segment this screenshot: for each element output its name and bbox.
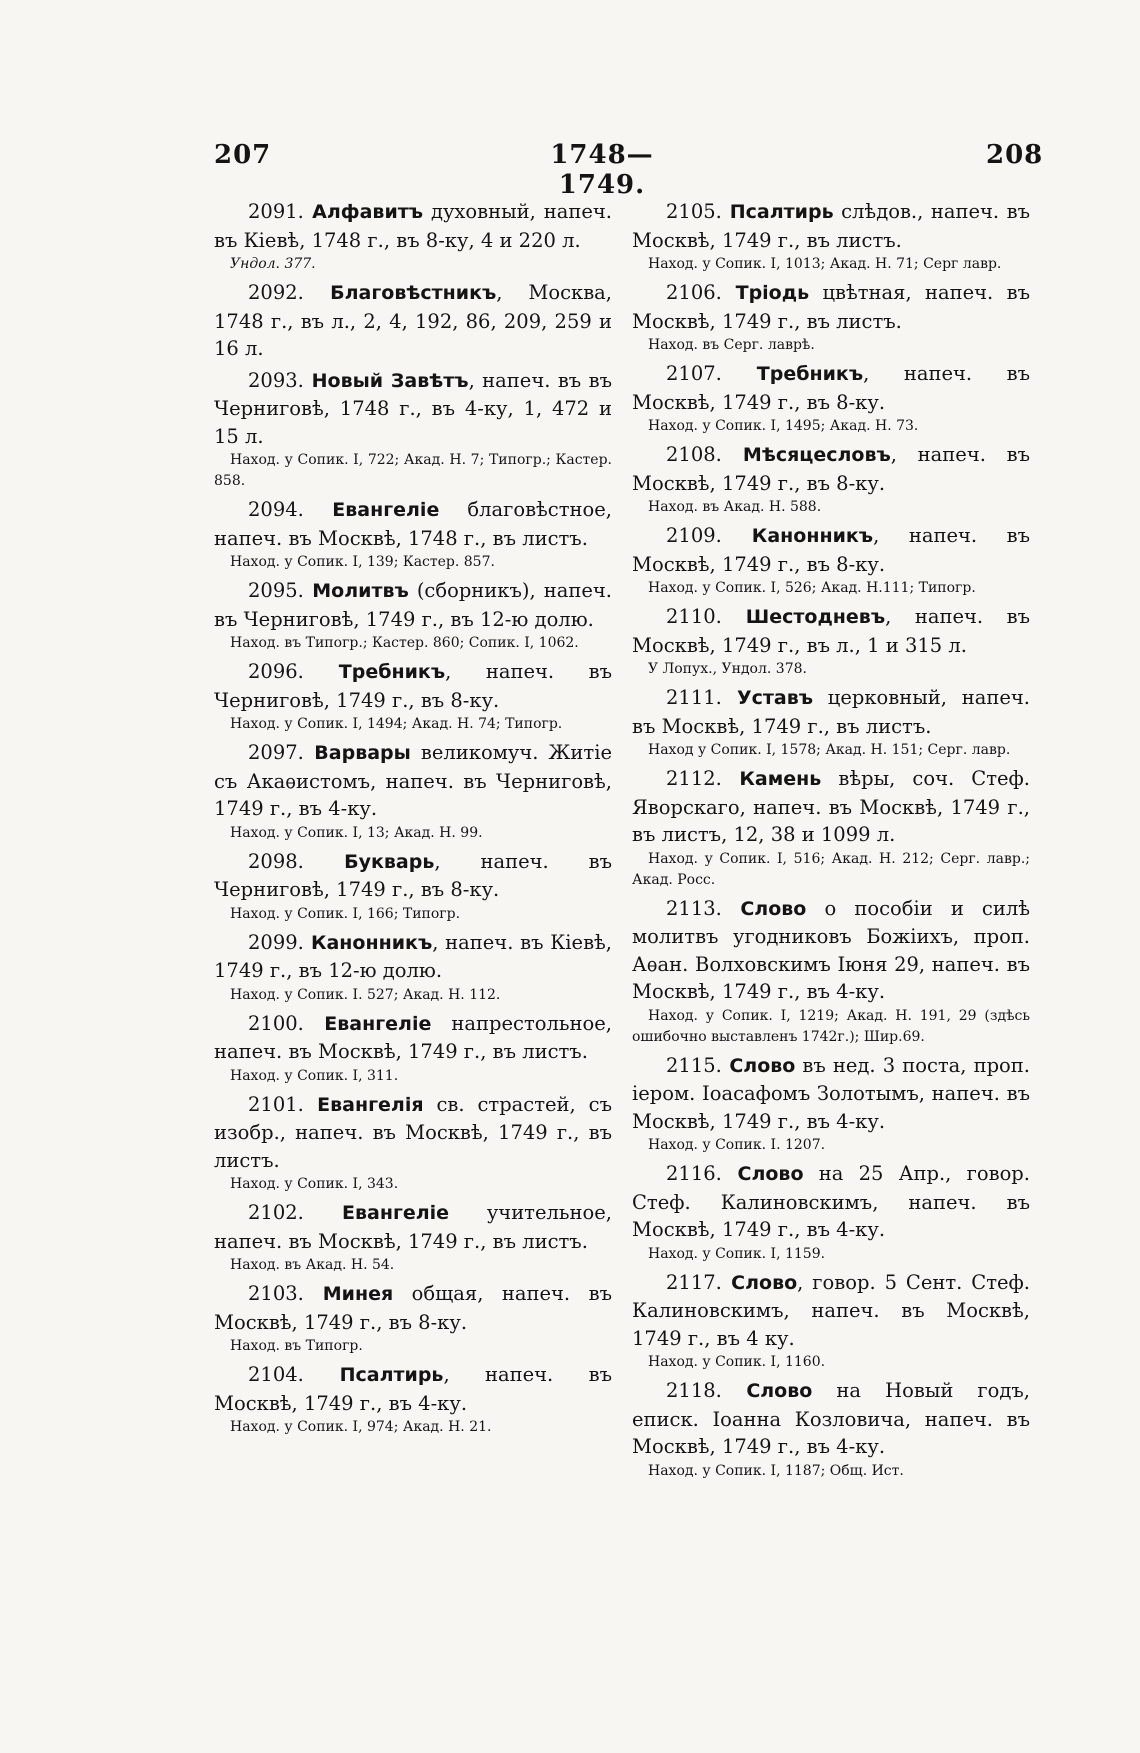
entry-description: , напеч. въ Москвѣ, 1749 г., въ л., 1 и 315 л. <box>632 605 1031 657</box>
entry-source: Наход. у Сопик. I. 1207. <box>648 1137 826 1153</box>
entry-description: , напеч. въ Москвѣ, 1749 г., въ 4-ку. <box>214 1363 612 1415</box>
entry-number: 2096. <box>248 660 304 683</box>
catalog-entry <box>632 198 1030 275</box>
entry-source: Наход. въ Серг. лаврѣ. <box>648 337 815 353</box>
entry-title: Минея <box>303 1283 394 1305</box>
entry-number: 2099. <box>248 930 304 954</box>
entry-number: 2095. <box>248 579 304 602</box>
entry-title: Слово <box>721 1054 796 1077</box>
entry-title: Канонникъ <box>303 931 433 954</box>
entry-title: Мѣсяцесловъ <box>721 444 891 466</box>
entry-description: общая, напеч. въ Москвѣ, 1749 г., въ 8-ку. <box>214 1282 612 1334</box>
entry-source: Наход. у Сопик. I, 1159. <box>648 1245 826 1262</box>
entry-description: великомуч. Житіе съ Акаѳистомъ, напеч. въ Черниговѣ, 1749 г., въ 4-ку. <box>214 741 612 820</box>
entry-source: Ундол. 377. <box>230 256 316 272</box>
entry-description: на 25 Апр., говор. Стеф. Калиновскимъ, напеч. въ Москвѣ, 1749 г., въ 4-ку. <box>632 1162 1030 1241</box>
catalog-entry <box>214 1199 612 1276</box>
entry-number: 2094. <box>248 498 304 521</box>
entry-title: Требникъ <box>303 661 446 683</box>
entry-description: церковный, напеч. въ Москвѣ, 1749 г., въ листъ. <box>632 686 1030 738</box>
entry-description: , напеч. въ въ Черниговѣ, 1748 г., въ 4-ку, 1, 472 и 15 л. <box>214 368 612 448</box>
entry-number: 2092. <box>248 281 304 304</box>
entry-source: Наход. у Сопик. I. 527; Акад. Н. 112. <box>230 986 501 1003</box>
entry-description: , говор. 5 Сент. Стеф. Калиновскимъ, напеч. въ Москвѣ, 1749 г., въ 4 ку. <box>632 1270 1030 1350</box>
entry-description: (сборникъ), напеч. въ Черниговѣ, 1749 г., въ 12-ю долю. <box>214 579 612 631</box>
entry-number: 2113. <box>666 896 722 920</box>
entry-source: Наход у Сопик. I, 1578; Акад. Н. 151; Серг. лавр. <box>648 742 1011 758</box>
catalog-entry <box>214 496 612 573</box>
entry-title: Камень <box>721 768 822 790</box>
entry-description: , напеч. въ Москвѣ, 1749 г., въ 8-ку. <box>632 362 1030 414</box>
catalog-entry <box>214 739 612 844</box>
catalog-entry <box>632 1160 1030 1265</box>
entry-source: Наход. у Сопик. I, 166; Типогр. <box>230 905 461 922</box>
catalog-entry <box>214 198 612 275</box>
entry-source: Наход. у Сопик. I, 1495; Акад. Н. 73. <box>648 418 919 434</box>
entry-title: Евангелія <box>303 1093 424 1116</box>
entry-number: 2098. <box>248 849 304 873</box>
entry-title: Требникъ <box>721 363 864 385</box>
entry-description: на Новый годъ, еписк. Іоанна Козловича, напеч. въ Москвѣ, 1749 г., въ 4-ку. <box>632 1379 1031 1458</box>
catalog-entry <box>214 658 612 735</box>
entry-source: Наход. у Сопик. I, 1219; Акад. Н. 191, 29 (здѣсь ошибочно выставленъ 1742г.); Шир.69. <box>632 1007 1030 1045</box>
entry-source: Наход. въ Типогр. <box>230 1338 363 1354</box>
entry-title: Евангеліе <box>303 1012 432 1035</box>
entry-number: 2109. <box>666 524 722 547</box>
catalog-entry <box>632 1052 1030 1157</box>
entry-title: Тріодь <box>721 282 810 304</box>
entry-source: Наход. у Сопик. I, 343. <box>230 1176 399 1192</box>
running-head-years: 1748—1749. <box>550 140 654 200</box>
entry-number: 2111. <box>666 686 722 709</box>
catalog-entry <box>214 848 612 925</box>
entry-description: , Москва, 1748 г., въ л., 2, 4, 192, 86, 209, 259 и 16 л. <box>214 281 612 360</box>
entry-source: У Лопух., Ундол. 378. <box>648 661 807 677</box>
entry-title: Новый Завѣтъ <box>303 369 469 392</box>
entry-source: Наход. у Сопик. I, 526; Акад. Н.111; Типогр. <box>648 580 976 596</box>
catalog-entry <box>632 522 1030 599</box>
entry-title: Евангеліе <box>303 1202 450 1224</box>
entry-description: слѣдов., напеч. въ Москвѣ, 1749 г., въ листъ. <box>632 200 1030 252</box>
entry-number: 2103. <box>248 1282 304 1305</box>
entry-description: благовѣстное, напеч. въ Москвѣ, 1748 г., въ листъ. <box>214 498 612 550</box>
catalog-entry <box>214 1280 612 1357</box>
entry-number: 2105. <box>666 200 722 223</box>
entry-description: св. страстей, съ изобр., напеч. въ Москвѣ, 1749 г., въ листъ. <box>214 1092 612 1172</box>
entry-number: 2107. <box>666 362 722 385</box>
entry-title: Псалтирь <box>303 1364 444 1386</box>
entry-number: 2118. <box>666 1379 722 1402</box>
entry-description: , напеч. въ Черниговѣ, 1749 г., въ 8-ку. <box>214 849 613 901</box>
catalog-entry <box>632 360 1030 437</box>
entry-source: Наход. у Сопик. I, 1013; Акад. Н. 71; Серг лавр. <box>648 256 1002 272</box>
catalog-entry <box>632 603 1030 680</box>
entry-number: 2102. <box>248 1201 304 1224</box>
entry-description: учительное, напеч. въ Москвѣ, 1749 г., въ листъ. <box>214 1201 612 1253</box>
entry-source: Наход. у Сопик. I, 516; Акад. Н. 212; Серг. лавр.; Акад. Росс. <box>632 850 1030 888</box>
entry-number: 2110. <box>666 605 722 628</box>
entry-description: цвѣтная, напеч. въ Москвѣ, 1749 г., въ листъ. <box>632 281 1030 333</box>
entry-number: 2106. <box>666 281 722 304</box>
entry-number: 2112. <box>666 767 722 790</box>
entry-number: 2097. <box>248 741 304 764</box>
entry-title: Благовѣстникъ <box>303 282 497 304</box>
entry-source: Наход. въ Акад. Н. 54. <box>230 1257 395 1273</box>
entry-source: Наход. въ Акад. Н. 588. <box>648 499 822 515</box>
catalog-entry <box>214 279 612 363</box>
catalog-entry <box>214 367 612 493</box>
entry-title: Шестодневъ <box>721 606 886 628</box>
entry-source: Наход. у Сопик. I, 139; Кастер. 857. <box>230 554 495 570</box>
entry-title: Алфавитъ <box>303 201 424 223</box>
catalog-entry <box>214 929 612 1006</box>
catalog-entry <box>632 684 1030 761</box>
catalog-entry <box>632 279 1030 356</box>
entry-source: Наход. у Сопик. I, 1494; Акад. Н. 74; Типогр. <box>230 716 563 732</box>
entry-description: о пособіи и силѣ молитвъ угодниковъ Божіихъ, проп. Аѳан. Волховскимъ Іюня 29, напеч. въ Москвѣ, 1749 г., въ 4-ку. <box>632 896 1031 1003</box>
entry-description: , напеч. въ Черниговѣ, 1749 г., въ 8-ку. <box>214 660 612 712</box>
catalog-entry <box>214 577 612 654</box>
entry-number: 2100. <box>248 1011 304 1035</box>
catalog-entry <box>632 895 1030 1048</box>
entry-title: Слово <box>721 1380 813 1402</box>
catalog-entry <box>632 1377 1030 1482</box>
entry-number: 2115. <box>666 1053 722 1077</box>
entry-number: 2104. <box>248 1363 304 1386</box>
entry-source: Наход. у Сопик. I, 13; Акад. Н. 99. <box>230 824 483 841</box>
catalog-entry <box>214 1010 612 1087</box>
entry-title: Слово <box>721 1163 804 1185</box>
catalog-entry <box>632 765 1030 891</box>
entry-source: Наход. у Сопик. I, 1160. <box>648 1354 826 1370</box>
left-column <box>214 198 612 1442</box>
catalog-entry <box>214 1091 612 1196</box>
right-page-number: 208 <box>986 140 1044 170</box>
entry-number: 2116. <box>666 1162 722 1185</box>
entry-number: 2093. <box>248 368 304 392</box>
entry-source: Наход. у Сопик. I, 974; Акад. Н. 21. <box>230 1419 492 1435</box>
entry-source: Наход. въ Типогр.; Кастер. 860; Сопик. I, 1062. <box>230 635 579 651</box>
entry-description: духовный, напеч. въ Кіевѣ, 1748 г., въ 8-ку, 4 и 220 л. <box>214 200 612 252</box>
entry-description: въ нед. 3 поста, проп. іером. Іоасафомъ Золотымъ, напеч. въ Москвѣ, 1749 г., въ 4-ку. <box>632 1053 1030 1133</box>
right-column <box>632 198 1030 1486</box>
entry-description: вѣры, соч. Стеф. Яворскаго, напеч. въ Москвѣ, 1749 г., въ листъ, 12, 38 и 1099 л. <box>632 767 1030 846</box>
entry-description: напрестольное, напеч. въ Москвѣ, 1749 г., въ листъ. <box>214 1011 612 1063</box>
left-page-number: 207 <box>214 140 272 170</box>
entry-number: 2117. <box>666 1270 722 1294</box>
entry-number: 2101. <box>248 1092 304 1116</box>
entry-title: Молитвъ <box>303 580 409 602</box>
entry-description: , напеч. въ Кіевѣ, 1749 г., въ 12-ю долю. <box>214 930 613 982</box>
entry-title: Уставъ <box>721 687 814 709</box>
entry-title: Букварь <box>303 850 435 873</box>
entry-source: Наход. у Сопик. I, 1187; Общ. Ист. <box>648 1462 904 1479</box>
entry-number: 2091. <box>248 200 304 223</box>
entry-number: 2108. <box>666 443 722 466</box>
entry-source: Наход. у Сопик. I, 311. <box>230 1067 399 1084</box>
entry-title: Канонникъ <box>721 525 874 547</box>
catalog-entry <box>632 1269 1030 1374</box>
entry-description: , напеч. въ Москвѣ, 1749 г., въ 8-ку. <box>632 524 1031 576</box>
entry-title: Слово <box>721 897 807 920</box>
entry-title: Варвары <box>303 742 411 764</box>
entry-title: Евангеліе <box>303 499 440 521</box>
entry-title: Слово <box>721 1271 798 1294</box>
entry-title: Псалтирь <box>721 201 834 223</box>
catalog-entry <box>632 441 1030 518</box>
catalog-entry <box>214 1361 612 1438</box>
entry-description: , напеч. въ Москвѣ, 1749 г., въ 8-ку. <box>632 443 1031 495</box>
entry-source: Наход. у Сопик. I, 722; Акад. Н. 7; Типогр.; Кастер. 858. <box>214 452 612 489</box>
